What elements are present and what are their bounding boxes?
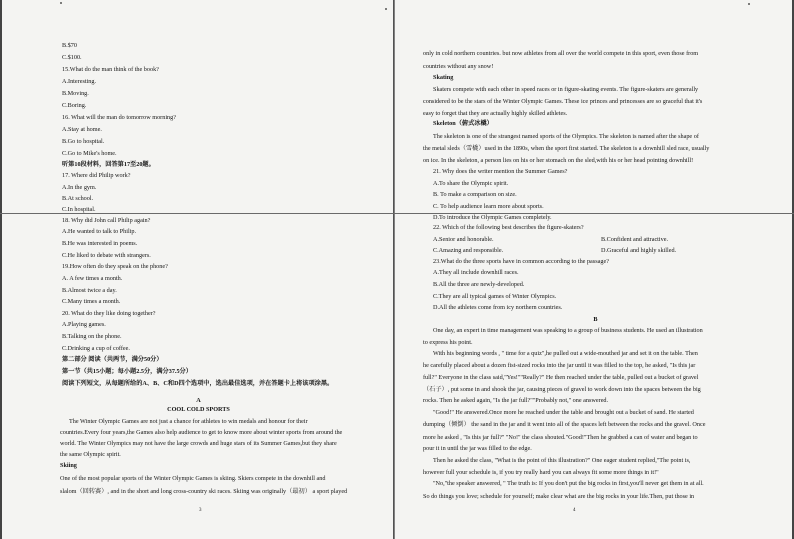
right-column-text-line: （石子）, put some in and shook the jar, causing pieces of gravel to work down into the spaces between the big (423, 386, 701, 393)
left-column-text-line: B.Talking on the phone. (62, 333, 122, 340)
right-column-text-line: however full your schedule is, if you try really hard you can always fit some more things in it!" (423, 469, 659, 476)
right-column-text-line: "No,"the speaker answered, " The truth is: If you don't put the big rocks in first,you'll never get them in at all. (433, 480, 704, 487)
left-column-text-line: The Winter Olympic Games are not just a chance for athletes to win medals and honour for their (69, 418, 308, 425)
left-column-text-line: A.He wanted to talk to Philip. (62, 228, 137, 235)
left-column-text-line: 15.What do the man think of the book? (62, 66, 159, 73)
right-column-text-line: C.They are all typical games of Winter Olympics. (433, 293, 557, 300)
left-column-text-line: 20. What do they like doing together? (62, 310, 156, 317)
right-column-text-line: he carefully placed about a dozen fist-sized rocks into the jar until it was filled to the top, he asked, "Is this jar (423, 362, 696, 369)
right-column-text-line: D.Graceful and highly skilled. (601, 247, 677, 254)
right-column-text-line: A.Senior and honorable. (433, 236, 494, 243)
right-column-text-line: Then he asked the class, "What is the point of this illustration?" One eager student replied,"The point is, (433, 457, 691, 464)
left-column-text-line: Skiing (60, 462, 77, 469)
right-column-text-line: So do things you love; schedule for yourself; make clear what are the big rocks in your life.Then, put those in (423, 493, 695, 500)
right-column-text-line: Skeleton（俯式冰橇） (433, 120, 493, 127)
right-column-text-line: 22. Which of the following best describes the figure-skaters? (433, 224, 584, 231)
left-column-text-line: 16. What will the man do tomorrow morning? (62, 114, 176, 121)
left-column-text-line: countries.Every four years,the Games also help audience to get to know more about winter sports from around the (60, 429, 343, 436)
page-fold-vertical (393, 0, 395, 539)
left-column-text-line: C.Many times a month. (62, 298, 121, 305)
right-column-text-line: The skeleton is one of the strangest named sports of the Olympics. The skeleton is named after the shape of (433, 133, 699, 140)
page-fold-horizontal (0, 213, 794, 214)
left-column-text-line: C.$100. (62, 54, 82, 61)
left-column-text-line: 第二部分 阅读（共两节，满分50分） (62, 356, 163, 363)
right-column-text-line: B. To make a comparison on size. (433, 191, 517, 198)
left-column-text-line: A.Stay at home. (62, 126, 102, 133)
right-column-text-line: rocks. Then he asked again, "Is the jar full?""Probably not," one answered. (423, 397, 609, 404)
left-column-text-line: the same Olympic spirit. (60, 451, 121, 458)
right-column-text-line: A.They all include downhill races. (433, 269, 519, 276)
page-number: 4 (573, 508, 576, 513)
right-column-text-line: pour it in until the jar was filled to the edge. (423, 445, 532, 452)
page-number: 3 (199, 508, 202, 513)
left-column-text-line: 18. Why did John call Philip again? (62, 217, 151, 224)
right-column-text-line: Skaters compete with each other in speed races or in figure-skating events. The figure-skaters are generally (433, 86, 699, 93)
right-column-text-line: D.To introduce the Olympic Games completely. (433, 214, 552, 221)
right-column-text-line: D.All the athletes come from icy northern countries. (433, 304, 563, 311)
right-column-text-line: C. To help audience learn more about sports. (433, 203, 544, 210)
right-column-text-line: more he asked , "Is this jar full?" "No!" the class shouted."Good!"Then he grabbed a can of water and began to (423, 434, 698, 441)
left-column-text-line: B.Almost twice a day. (62, 287, 117, 294)
left-column-text-line: One of the most popular sports of the Winter Olympic Games is skiing. Skiers compete in the downhill and (60, 475, 326, 482)
right-column-text-line: With his beginning words , " time for a quiz",he pulled out a wide-mouthed jar and set it on the table. Then (433, 350, 698, 357)
left-column-text-line: A.Interesting. (62, 78, 97, 85)
left-column-text-line: 听第10段材料，回答第17至20题。 (62, 161, 155, 168)
left-column-text-line: 17. Where did Philip work? (62, 172, 131, 179)
left-column-text-line: A (196, 397, 201, 404)
left-column-text-line: C.In hospital. (62, 206, 96, 213)
right-column-text-line: B.All the three are newly-developed. (433, 281, 525, 288)
left-column-text-line: 第一节（共15小题；每小题2.5分，满分37.5分） (62, 368, 192, 375)
right-column-text-line: the metal sleds（雪橇）used in the 1890s, when the sport first started. The skeleton is a downhill sled race, usually (423, 145, 710, 152)
left-column-text-line: 阅读下列短文，从每题所给的A、B、C和D四个选项中，选出最佳选项，并在答题卡上将该项涂黑。 (62, 380, 334, 387)
left-column-text-line: C.Drinking a cup of coffee. (62, 345, 130, 352)
left-column-text-line: 19.How often do they speak on the phone? (62, 263, 168, 270)
right-column-text-line: B (593, 316, 598, 323)
left-column-text-line: B.Moving. (62, 90, 89, 97)
left-column-text-line: world. The Winter Olympics may not have the large crowds and huge stars of its Summer Games,but they share (60, 440, 337, 447)
right-column-text-line: C.Amazing and responsible. (433, 247, 504, 254)
right-column-text-line: A.To share the Olympic spirit. (433, 180, 509, 187)
left-column-text-line: B.He was interested in poems. (62, 240, 138, 247)
right-column-text-line: "Good!" He answered.Once more he reached under the table and brought out a bucket of sand. He started (433, 409, 694, 416)
right-column-text-line: countries without any snow! (423, 63, 494, 70)
left-column-text-line: B.$70 (62, 42, 77, 49)
left-column-text-line: B.At school. (62, 195, 94, 202)
scan-speck (748, 3, 750, 5)
right-column-text-line: dumping（倾倒） the sand in the jar and it went into all of the spaces left between the rocks and the gravel. Once (423, 421, 706, 428)
right-column-text-line: 23.What do the three sports have in common according to the passage? (433, 258, 609, 265)
left-column-text-line: A.Playing games. (62, 321, 106, 328)
left-column-text-line: A. A few times a month. (62, 275, 123, 282)
left-column-text-line: B.Go to hospital. (62, 138, 105, 145)
right-column-text-line: on ice. In the skeleton, a person lies on his or her stomach on the sled,with his or her head pointing downhill! (423, 157, 694, 164)
left-column-text-line: slalom（回转赛）, and in the short and long cross-country ski races. Skiing was originally（最初） a sport played (60, 488, 348, 495)
left-column-text-line: A.In the gym. (62, 184, 97, 191)
right-column-text-line: Skating (433, 74, 454, 81)
right-page (397, 0, 794, 539)
right-column-text-line: to express his point. (423, 339, 473, 346)
left-column-text-line: C.Boring. (62, 102, 87, 109)
left-column-text-line: C.He liked to debate with strangers. (62, 252, 151, 259)
scan-speck (385, 8, 387, 10)
right-column-text-line: considered to be the stars of the Winter Olympic Games. These ice princes and princesses are so graceful that it's (423, 98, 703, 105)
right-column-text-line: easy to forget that they are actually highly skilled athletes. (423, 110, 568, 117)
scan-speck (60, 2, 62, 4)
left-column-text-line: COOL COLD SPORTS (167, 406, 230, 413)
right-column-text-line: One day, an expert in time management was speaking to a group of business students. He used an illustration (433, 327, 703, 334)
right-column-text-line: 21. Why does the writer mention the Summer Games? (433, 168, 568, 175)
right-column-text-line: only in cold northern countries. but now athletes from all over the world compete in this sport, even those from (423, 50, 699, 57)
right-column-text-line: B.Confident and attractive. (601, 236, 669, 243)
right-column-text-line: full?" Everyone in the class said,"Yes!""Really?" He then reached under the table, pulled out a bucket of gravel (423, 374, 699, 381)
left-column-text-line: C.Go to Mike's home. (62, 150, 117, 157)
